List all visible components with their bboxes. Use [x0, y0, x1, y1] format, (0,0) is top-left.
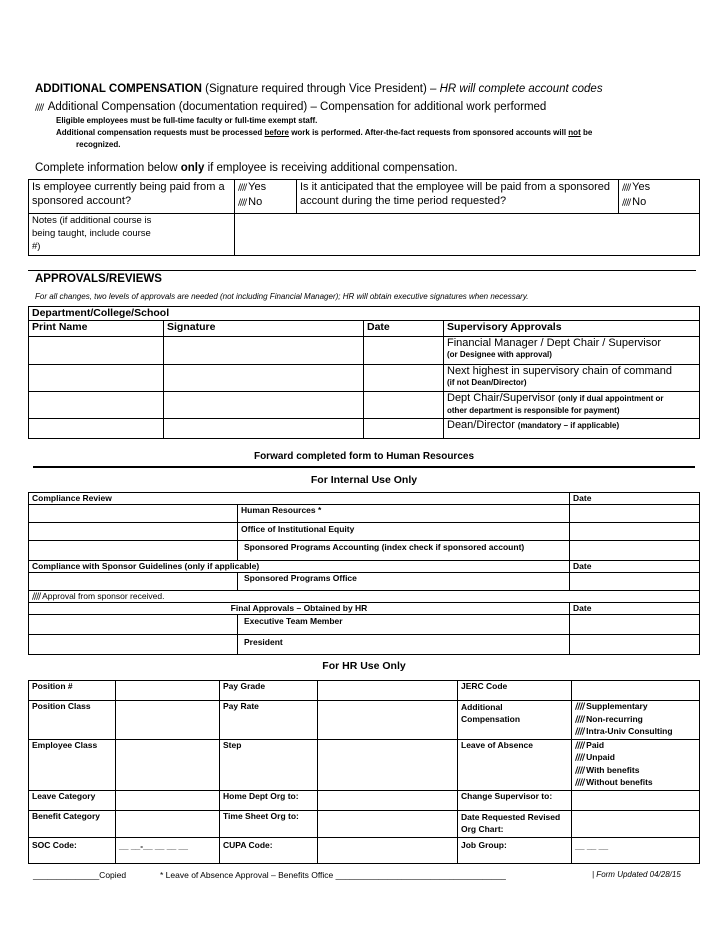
checkbox-icon[interactable]: //// [575, 714, 585, 725]
question-2: Is it anticipated that the employee will be paid from a sponsored account during the time period requested? [300, 181, 611, 207]
footer-updated: | Form Updated 04/28/15 [592, 870, 681, 879]
step-field[interactable] [318, 739, 458, 790]
compliance-sponsor-label: Compliance with Sponsor Guidelines (only if applicable) [29, 561, 570, 573]
jerc-label: JERC Code [458, 681, 572, 701]
print-name-field[interactable] [29, 392, 164, 419]
oie-label: Office of Institutional Equity [238, 523, 570, 541]
checkbox-icon[interactable]: //// [575, 753, 585, 763]
employee-class-field[interactable] [116, 739, 220, 790]
name-field[interactable] [29, 505, 238, 523]
timesheet-label: Time Sheet Org to: [220, 810, 318, 837]
note-part: be [582, 128, 593, 137]
option-label: Supplementary [586, 701, 648, 711]
date-req-text: Date Requested Revised Org Chart: [461, 811, 561, 834]
approval-main: Dean/Director [447, 419, 515, 431]
approval-main: Next highest in supervisory chain of command [447, 365, 672, 377]
date-req-label [458, 810, 572, 837]
approvals-title: APPROVALS/REVIEWS [35, 273, 162, 285]
opt-without-benefits[interactable] [575, 777, 696, 790]
signature-field[interactable] [164, 419, 364, 439]
final-approvals-label: Final Approvals – Obtained by HR [29, 603, 570, 615]
approval-sub: (or Designee with approval) [447, 350, 552, 359]
date-field[interactable] [364, 419, 444, 439]
approval-sponsor-row[interactable] [29, 591, 700, 603]
internal-use-table [28, 492, 700, 655]
change-sup-field[interactable] [572, 790, 700, 810]
checkbox-icon[interactable]: //// [238, 183, 247, 193]
signature-field[interactable] [164, 337, 364, 365]
question-1: Is employee currently being paid from a sponsored account? [32, 181, 225, 207]
complete-info-instruction [35, 162, 458, 174]
home-dept-field[interactable] [318, 790, 458, 810]
q1-yes[interactable] [238, 180, 293, 195]
eligibility-note: Eligible employees must be full-time faculty or full-time exempt staff. [56, 116, 318, 125]
cupa-field[interactable] [318, 837, 458, 863]
benefit-cat-label: Benefit Category [29, 810, 116, 837]
notes-field[interactable] [235, 214, 700, 256]
spa-label: Sponsored Programs Accounting (index check if sponsored account) [238, 541, 570, 561]
change-sup-label: Change Supervisor to: [458, 790, 572, 810]
timesheet-field[interactable] [318, 810, 458, 837]
leave-cat-field[interactable] [116, 790, 220, 810]
checkbox-icon[interactable]: //// [575, 740, 585, 751]
soc-label: SOC Code: [29, 837, 116, 863]
option-label: Non-recurring [586, 713, 643, 724]
loa-options[interactable] [572, 739, 700, 790]
checkbox-icon[interactable]: //// [575, 727, 585, 737]
forward-instruction: Forward completed form to Human Resources [253, 451, 475, 462]
checkbox-icon[interactable]: //// [575, 765, 585, 776]
checkbox-icon[interactable]: //// [622, 183, 631, 193]
date-field[interactable] [364, 337, 444, 365]
name-field[interactable] [29, 635, 238, 655]
approval-row-3 [444, 392, 700, 419]
soc-field[interactable] [116, 837, 220, 863]
jerc-field[interactable] [572, 681, 700, 701]
date-field[interactable] [570, 523, 700, 541]
note-not: not [568, 128, 581, 137]
print-name-field[interactable] [29, 365, 164, 392]
employee-class-label: Employee Class [29, 739, 116, 790]
note-part: Additional compensation requests must be processed [56, 128, 263, 137]
footer-copied: ______________Copied [33, 870, 127, 880]
loa-label: Leave of Absence [458, 739, 572, 790]
name-field[interactable] [29, 541, 238, 561]
item-label: Additional Compensation (documentation required) – Compensation for additional work performed [47, 101, 547, 113]
checkbox-icon[interactable]: //// [238, 198, 247, 208]
notes-label: Notes (if additional course is being taught, include course #) [32, 215, 152, 252]
note-part: work is performed. After-the-fact requests from sponsored accounts will [291, 128, 567, 137]
date-field[interactable] [570, 573, 700, 591]
home-dept-label: Home Dept Org to: [220, 790, 318, 810]
print-name-field[interactable] [29, 419, 164, 439]
date-field[interactable] [364, 365, 444, 392]
name-field[interactable] [29, 615, 238, 635]
notes-label-cell [29, 214, 235, 256]
heading-bold: ADDITIONAL COMPENSATION [35, 83, 202, 95]
additional-compensation-heading [35, 83, 603, 95]
internal-use-title: For Internal Use Only [310, 474, 418, 486]
approval-row-1 [444, 337, 700, 365]
approval-row-2 [444, 365, 700, 392]
section-divider [28, 270, 696, 271]
option-label: Intra-Univ Consulting [586, 726, 673, 736]
option-label: Paid [586, 739, 605, 750]
date-label: Date [570, 603, 700, 615]
date-field[interactable] [570, 505, 700, 523]
approvals-table [28, 306, 700, 439]
dept-header: Department/College/School [29, 307, 700, 321]
step-label: Step [220, 739, 318, 790]
position-num-field[interactable] [116, 681, 220, 701]
job-blank: __ __ __ [575, 840, 609, 851]
approval-main: Financial Manager / Dept Chair / Supervisor [447, 337, 661, 349]
processing-note-cont: recognized. [76, 140, 121, 149]
signature-field[interactable] [164, 392, 364, 419]
position-class-field[interactable] [116, 701, 220, 740]
print-name-field[interactable] [29, 337, 164, 365]
col-print-name: Print Name [29, 321, 164, 337]
benefit-cat-field[interactable] [116, 810, 220, 837]
date-label: Date [570, 561, 700, 573]
approval-inline: (only if dual appointment or [558, 394, 664, 403]
sponsored-account-table [28, 179, 700, 256]
opt-unpaid[interactable] [575, 752, 696, 765]
addl-comp-label [458, 701, 572, 740]
checkbox-icon[interactable]: //// [35, 103, 44, 113]
leave-cat-label: Leave Category [29, 790, 116, 810]
approval-sub: other department is responsible for payment) [447, 406, 620, 415]
position-num-label: Position # [29, 681, 116, 701]
option-label: Unpaid [586, 752, 615, 762]
exec-label: Executive Team Member [238, 615, 570, 635]
instr-part: if employee is receiving additional compensation. [207, 162, 458, 174]
q2-options[interactable] [619, 180, 700, 214]
col-supervisory: Supervisory Approvals [444, 321, 700, 337]
date-label: Date [570, 493, 700, 505]
pay-grade-label: Pay Grade [220, 681, 318, 701]
option-label: Without benefits [586, 777, 653, 787]
date-field[interactable] [570, 615, 700, 635]
checkbox-icon[interactable]: //// [575, 702, 585, 712]
checkbox-icon[interactable]: //// [622, 198, 631, 208]
q2-cell [297, 180, 619, 214]
note-before: before [264, 128, 289, 137]
job-group-label: Job Group: [458, 837, 572, 863]
approval-sponsor-label: Approval from sponsor received. [42, 591, 165, 601]
approval-sub: (if not Dean/Director) [447, 378, 527, 387]
processing-note [56, 128, 592, 137]
hr-use-title: For HR Use Only [322, 660, 406, 672]
q2-no[interactable] [622, 195, 696, 210]
q1-options[interactable] [235, 180, 297, 214]
approvals-subtitle: For all changes, two levels of approvals are needed (not including Financial Manager); HR will obtain executive signatures when necessary. [35, 292, 529, 301]
q1-cell [29, 180, 235, 214]
q1-no[interactable] [238, 195, 293, 210]
col-date: Date [364, 321, 444, 337]
yes-label: Yes [248, 181, 267, 193]
compliance-review-label: Compliance Review [29, 493, 570, 505]
heading-rest: (Signature required through Vice President) – [205, 83, 437, 95]
checkbox-icon[interactable]: //// [575, 778, 585, 788]
q2-yes[interactable] [622, 180, 696, 195]
yes-label: Yes [632, 181, 651, 193]
no-label: No [248, 196, 263, 208]
date-field[interactable] [570, 635, 700, 655]
name-field[interactable] [29, 573, 238, 591]
date-req-field[interactable] [572, 810, 700, 837]
position-class-label: Position Class [29, 701, 116, 740]
pay-rate-label: Pay Rate [220, 701, 318, 740]
col-signature: Signature [164, 321, 364, 337]
name-field[interactable] [29, 523, 238, 541]
pay-grade-field[interactable] [318, 681, 458, 701]
approval-inline: (mandatory – if applicable) [517, 421, 620, 430]
no-label: No [632, 196, 647, 208]
footer-loa: * Leave of Absence Approval – Benefits Office ____________________________________ [160, 870, 506, 880]
thick-divider [33, 466, 695, 468]
heading-italic: HR will complete account codes [439, 83, 603, 95]
approval-row-4 [444, 419, 700, 439]
soc-blank: __ __-__ __ __ __ [119, 840, 189, 851]
date-field[interactable] [364, 392, 444, 419]
opt-nonrecurring[interactable] [575, 714, 696, 727]
instr-only: only [180, 162, 205, 174]
cupa-label: CUPA Code: [220, 837, 318, 863]
checkbox-icon[interactable]: //// [32, 592, 41, 602]
pay-rate-field[interactable] [318, 701, 458, 740]
approval-main: Dept Chair/Supervisor [447, 392, 556, 404]
opt-supplementary[interactable] [575, 701, 696, 714]
opt-intra[interactable] [575, 726, 696, 739]
opt-paid[interactable] [575, 740, 696, 753]
addl-comp-text: Additional Compensation [461, 702, 521, 724]
instr-part: Complete information below [35, 162, 178, 174]
date-field[interactable] [570, 541, 700, 561]
spo-label: Sponsored Programs Office [238, 573, 570, 591]
hr-use-table [28, 680, 700, 864]
job-group-field[interactable] [572, 837, 700, 863]
additional-compensation-item[interactable] [35, 101, 546, 113]
option-label: With benefits [586, 764, 640, 775]
addl-comp-options[interactable] [572, 701, 700, 740]
president-label: President [238, 635, 570, 655]
hr-label: Human Resources * [238, 505, 570, 523]
signature-field[interactable] [164, 365, 364, 392]
opt-with-benefits[interactable] [575, 765, 696, 778]
